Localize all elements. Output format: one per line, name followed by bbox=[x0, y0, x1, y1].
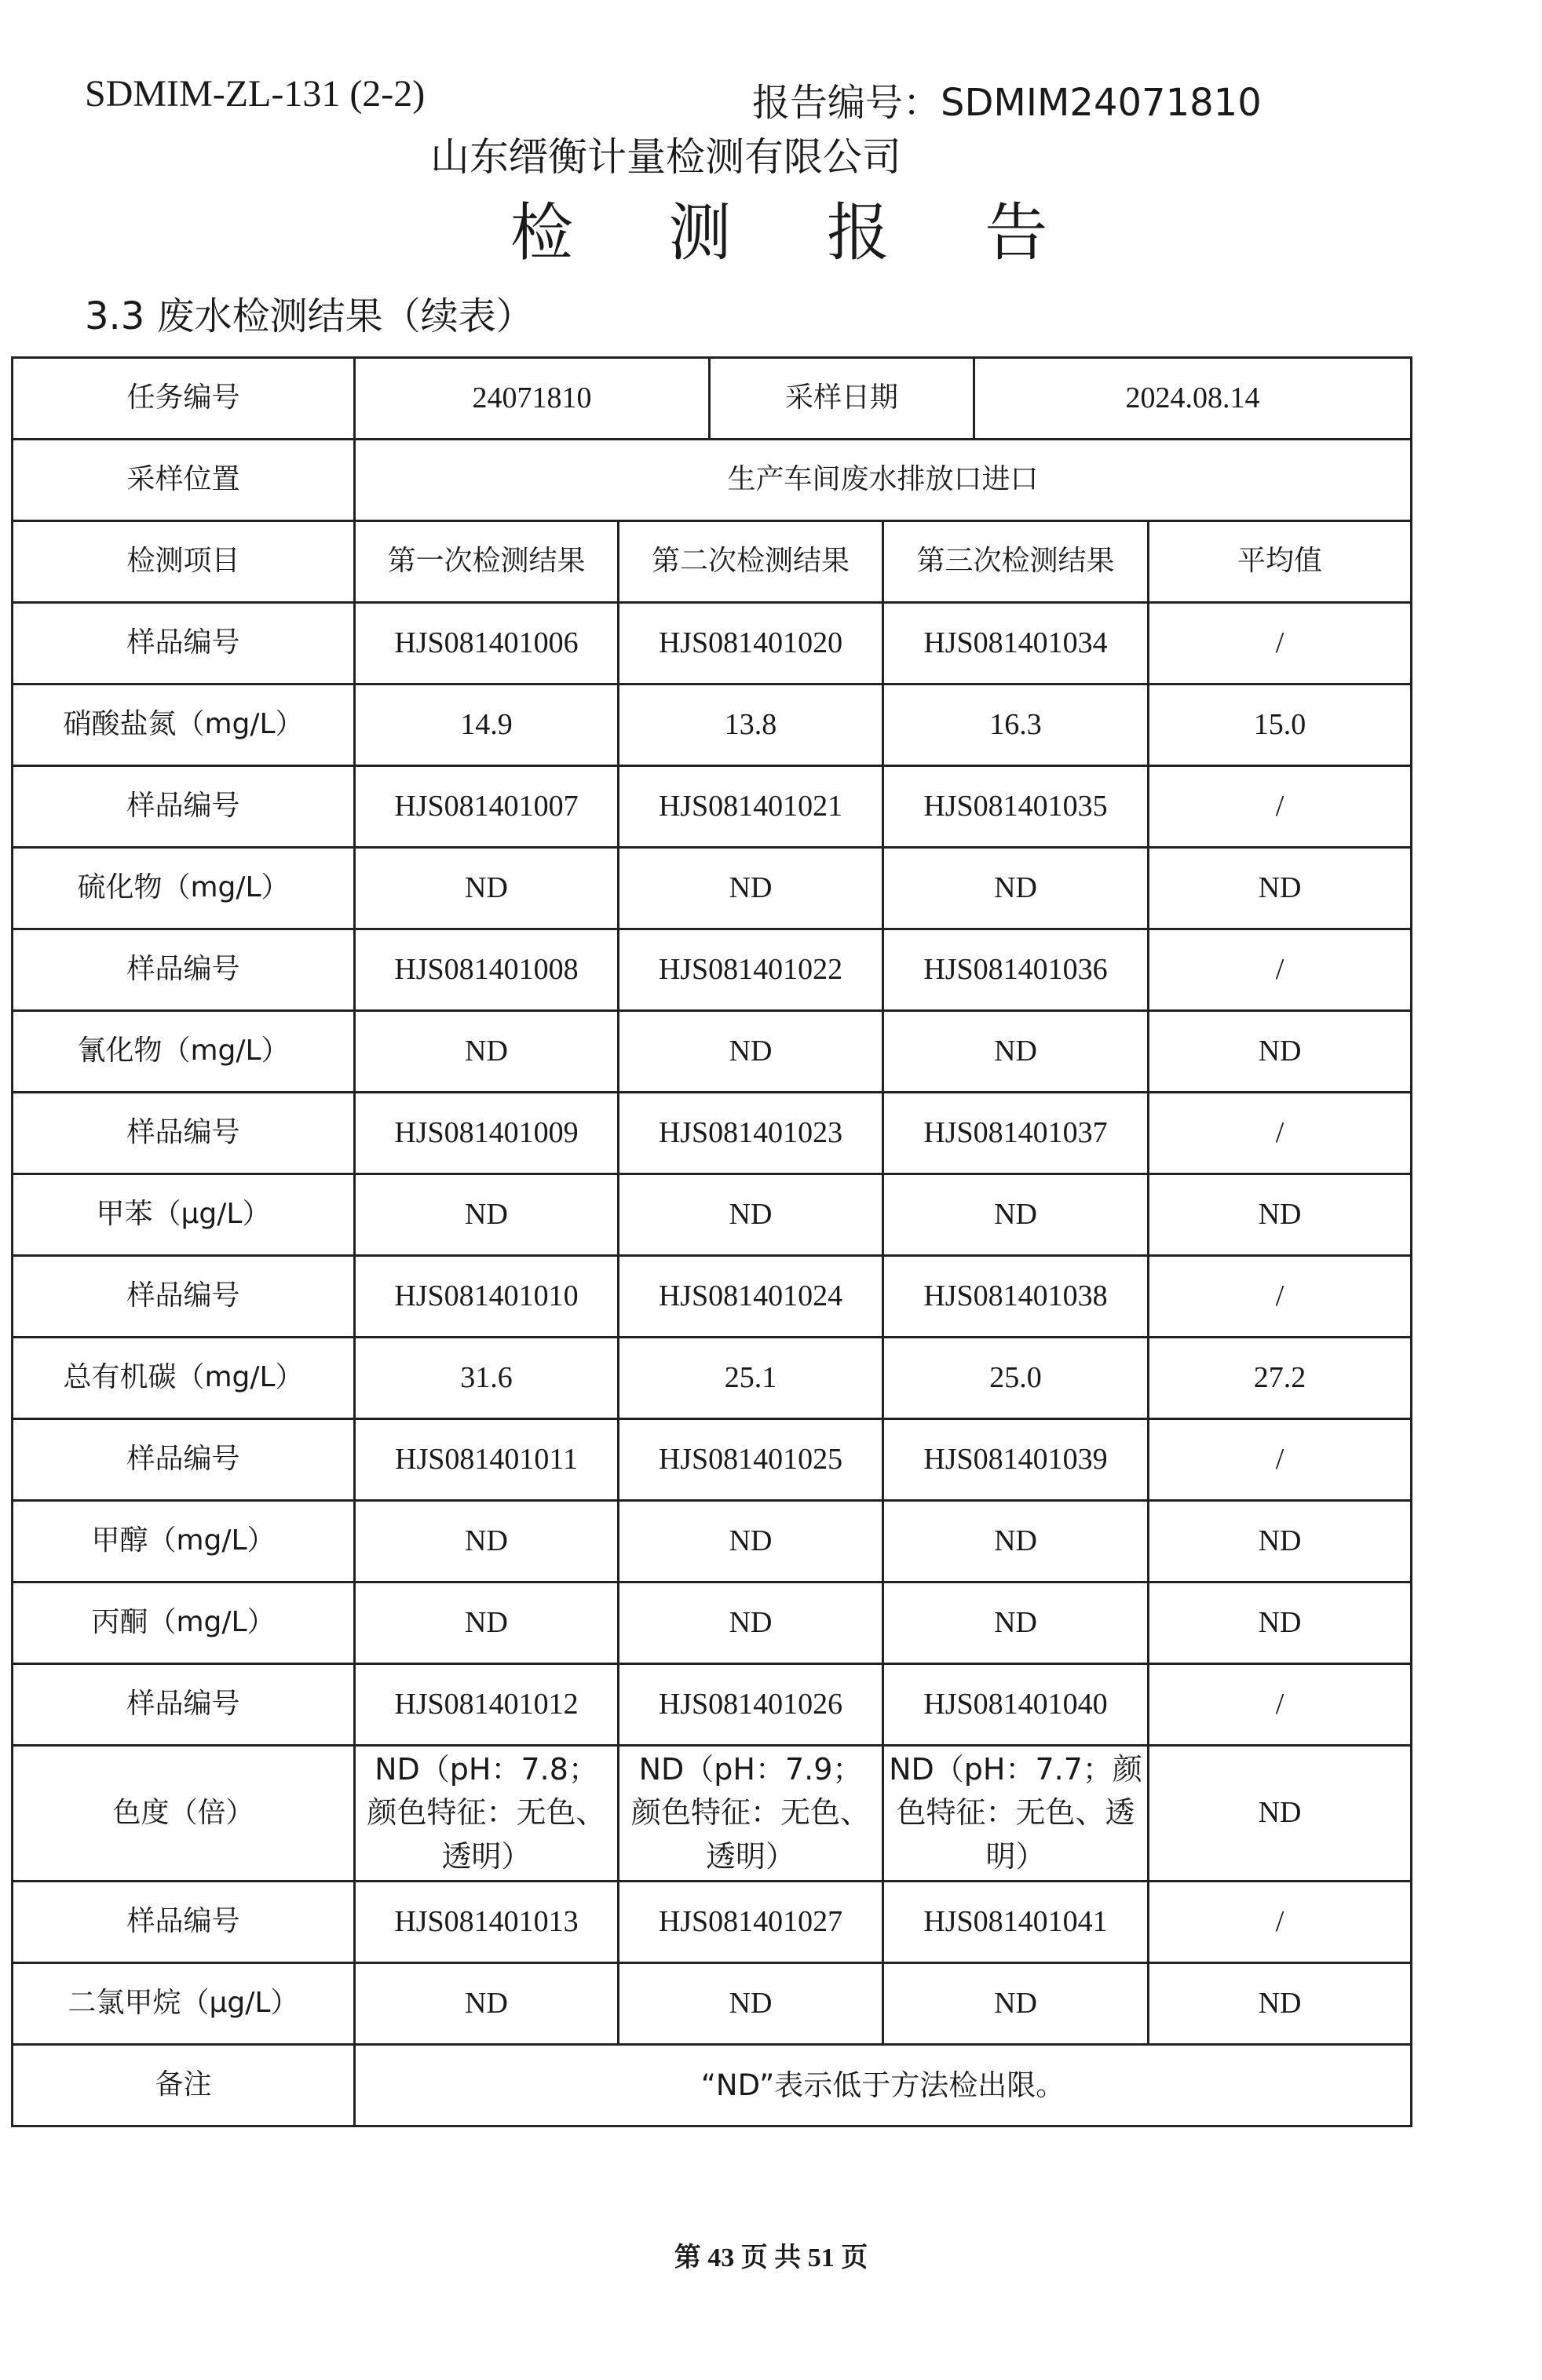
column-header: 第三次检测结果 bbox=[883, 521, 1149, 603]
result-cell: HJS081401009 bbox=[355, 1093, 619, 1174]
result-cell: ND bbox=[619, 1963, 883, 2045]
table-row bbox=[13, 929, 1412, 1011]
table-row bbox=[13, 1746, 1412, 1882]
remark-label: 备注 bbox=[13, 2045, 355, 2126]
table-row bbox=[13, 1093, 1412, 1174]
location-row bbox=[13, 440, 1412, 521]
result-cell: 16.3 bbox=[883, 684, 1149, 766]
result-cell: ND bbox=[355, 1011, 619, 1093]
result-cell: HJS081401027 bbox=[619, 1882, 883, 1963]
result-cell: HJS081401024 bbox=[619, 1256, 883, 1338]
result-cell: HJS081401039 bbox=[883, 1419, 1149, 1501]
result-cell: ND bbox=[619, 1582, 883, 1664]
wastewater-results-table bbox=[11, 356, 1412, 2127]
row-label: 样品编号 bbox=[13, 1256, 355, 1338]
result-cell: ND bbox=[1149, 1582, 1412, 1664]
result-cell: ND bbox=[883, 1501, 1149, 1582]
column-header: 检测项目 bbox=[13, 521, 355, 603]
result-cell: ND bbox=[883, 1011, 1149, 1093]
result-cell: ND bbox=[1149, 1174, 1412, 1256]
remark-row bbox=[13, 2045, 1412, 2126]
row-label: 样品编号 bbox=[13, 1093, 355, 1174]
row-label: 样品编号 bbox=[13, 929, 355, 1011]
result-cell: ND bbox=[619, 1501, 883, 1582]
page-number: 第 43 页 共 51 页 bbox=[674, 2243, 868, 2272]
result-cell: HJS081401012 bbox=[355, 1664, 619, 1746]
remark-text: “ND”表示低于方法检出限。 bbox=[355, 2045, 1412, 2126]
result-cell: ND（pH：7.7；颜色特征：无色、透明） bbox=[883, 1746, 1149, 1882]
column-header: 平均值 bbox=[1149, 521, 1412, 603]
result-cell: ND bbox=[619, 1011, 883, 1093]
table-row bbox=[13, 1338, 1412, 1419]
row-label: 样品编号 bbox=[13, 603, 355, 684]
section-heading: 3.3 废水检测结果（续表） bbox=[85, 294, 534, 338]
result-cell: 27.2 bbox=[1149, 1338, 1412, 1419]
result-cell: ND bbox=[1149, 1501, 1412, 1582]
result-cell: 14.9 bbox=[355, 684, 619, 766]
table-row bbox=[13, 1011, 1412, 1093]
sample-date-value: 2024.08.14 bbox=[974, 358, 1412, 440]
result-cell: 31.6 bbox=[355, 1338, 619, 1419]
result-cell: HJS081401006 bbox=[355, 603, 619, 684]
row-label: 氰化物（mg/L） bbox=[13, 1011, 355, 1093]
result-cell: ND bbox=[1149, 1963, 1412, 2045]
result-cell: / bbox=[1149, 1419, 1412, 1501]
row-label: 丙酮（mg/L） bbox=[13, 1582, 355, 1664]
result-cell: HJS081401034 bbox=[883, 603, 1149, 684]
result-cell: HJS081401022 bbox=[619, 929, 883, 1011]
table-row bbox=[13, 1882, 1412, 1963]
table-row bbox=[13, 1664, 1412, 1746]
result-cell: ND bbox=[1149, 1746, 1412, 1882]
result-cell: HJS081401010 bbox=[355, 1256, 619, 1338]
result-cell: / bbox=[1149, 1093, 1412, 1174]
result-cell: / bbox=[1149, 1882, 1412, 1963]
result-cell: ND（pH：7.9；颜色特征：无色、透明） bbox=[619, 1746, 883, 1882]
column-header: 第一次检测结果 bbox=[355, 521, 619, 603]
result-cell: / bbox=[1149, 603, 1412, 684]
row-label: 样品编号 bbox=[13, 1664, 355, 1746]
result-cell: HJS081401013 bbox=[355, 1882, 619, 1963]
task-no-label: 任务编号 bbox=[13, 358, 355, 440]
result-cell: ND bbox=[883, 1174, 1149, 1256]
result-cell: HJS081401037 bbox=[883, 1093, 1149, 1174]
row-label: 样品编号 bbox=[13, 1882, 355, 1963]
result-cell: 13.8 bbox=[619, 684, 883, 766]
location-label: 采样位置 bbox=[13, 440, 355, 521]
table-row bbox=[13, 1256, 1412, 1338]
row-label: 硝酸盐氮（mg/L） bbox=[13, 684, 355, 766]
row-label: 硫化物（mg/L） bbox=[13, 848, 355, 929]
result-cell: 15.0 bbox=[1149, 684, 1412, 766]
report-number: 报告编号：SDMIM24071810 bbox=[752, 81, 1262, 125]
result-cell: ND bbox=[355, 1582, 619, 1664]
result-cell: HJS081401040 bbox=[883, 1664, 1149, 1746]
result-cell: HJS081401007 bbox=[355, 766, 619, 848]
result-cell: HJS081401008 bbox=[355, 929, 619, 1011]
row-label: 样品编号 bbox=[13, 766, 355, 848]
table-row bbox=[13, 1501, 1412, 1582]
company-name: 山东缙衡计量检测有限公司 bbox=[430, 134, 901, 180]
row-label: 样品编号 bbox=[13, 1419, 355, 1501]
table-row bbox=[13, 1174, 1412, 1256]
table-row bbox=[13, 1419, 1412, 1501]
result-cell: ND bbox=[883, 1963, 1149, 2045]
result-cell: / bbox=[1149, 1256, 1412, 1338]
result-cell: HJS081401011 bbox=[355, 1419, 619, 1501]
table-row bbox=[13, 1963, 1412, 2045]
result-cell: ND bbox=[619, 1174, 883, 1256]
document-code: SDMIM-ZL-131 (2-2) bbox=[85, 73, 426, 115]
row-label: 色度（倍） bbox=[13, 1746, 355, 1882]
result-cell: / bbox=[1149, 1664, 1412, 1746]
result-cell: HJS081401026 bbox=[619, 1664, 883, 1746]
table-row bbox=[13, 1582, 1412, 1664]
table-row bbox=[13, 848, 1412, 929]
row-label: 甲苯（μg/L） bbox=[13, 1174, 355, 1256]
table-row bbox=[13, 766, 1412, 848]
result-cell: HJS081401020 bbox=[619, 603, 883, 684]
result-cell: ND bbox=[355, 1501, 619, 1582]
result-cell: ND bbox=[883, 848, 1149, 929]
result-cell: HJS081401041 bbox=[883, 1882, 1149, 1963]
result-cell: HJS081401036 bbox=[883, 929, 1149, 1011]
row-label: 甲醇（mg/L） bbox=[13, 1501, 355, 1582]
location-value: 生产车间废水排放口进口 bbox=[355, 440, 1412, 521]
row-label: 总有机碳（mg/L） bbox=[13, 1338, 355, 1419]
result-cell: ND bbox=[355, 848, 619, 929]
report-title: 检 测 报 告 bbox=[510, 196, 1086, 269]
result-cell: HJS081401021 bbox=[619, 766, 883, 848]
result-cell: ND（pH：7.8；颜色特征：无色、透明） bbox=[355, 1746, 619, 1882]
result-cell: ND bbox=[355, 1174, 619, 1256]
task-info-row bbox=[13, 358, 1412, 440]
result-cell: HJS081401038 bbox=[883, 1256, 1149, 1338]
result-cell: ND bbox=[619, 848, 883, 929]
task-no-value: 24071810 bbox=[355, 358, 710, 440]
result-cell: 25.0 bbox=[883, 1338, 1149, 1419]
column-header: 第二次检测结果 bbox=[619, 521, 883, 603]
result-cell: HJS081401035 bbox=[883, 766, 1149, 848]
result-cell: ND bbox=[1149, 1011, 1412, 1093]
result-cell: / bbox=[1149, 766, 1412, 848]
result-cell: HJS081401023 bbox=[619, 1093, 883, 1174]
sample-date-label: 采样日期 bbox=[710, 358, 974, 440]
result-cell: ND bbox=[1149, 848, 1412, 929]
table-row bbox=[13, 603, 1412, 684]
result-cell: ND bbox=[355, 1963, 619, 2045]
result-cell: ND bbox=[883, 1582, 1149, 1664]
column-header-row bbox=[13, 521, 1412, 603]
table-row bbox=[13, 684, 1412, 766]
result-cell: 25.1 bbox=[619, 1338, 883, 1419]
result-cell: HJS081401025 bbox=[619, 1419, 883, 1501]
row-label: 二氯甲烷（μg/L） bbox=[13, 1963, 355, 2045]
result-cell: / bbox=[1149, 929, 1412, 1011]
